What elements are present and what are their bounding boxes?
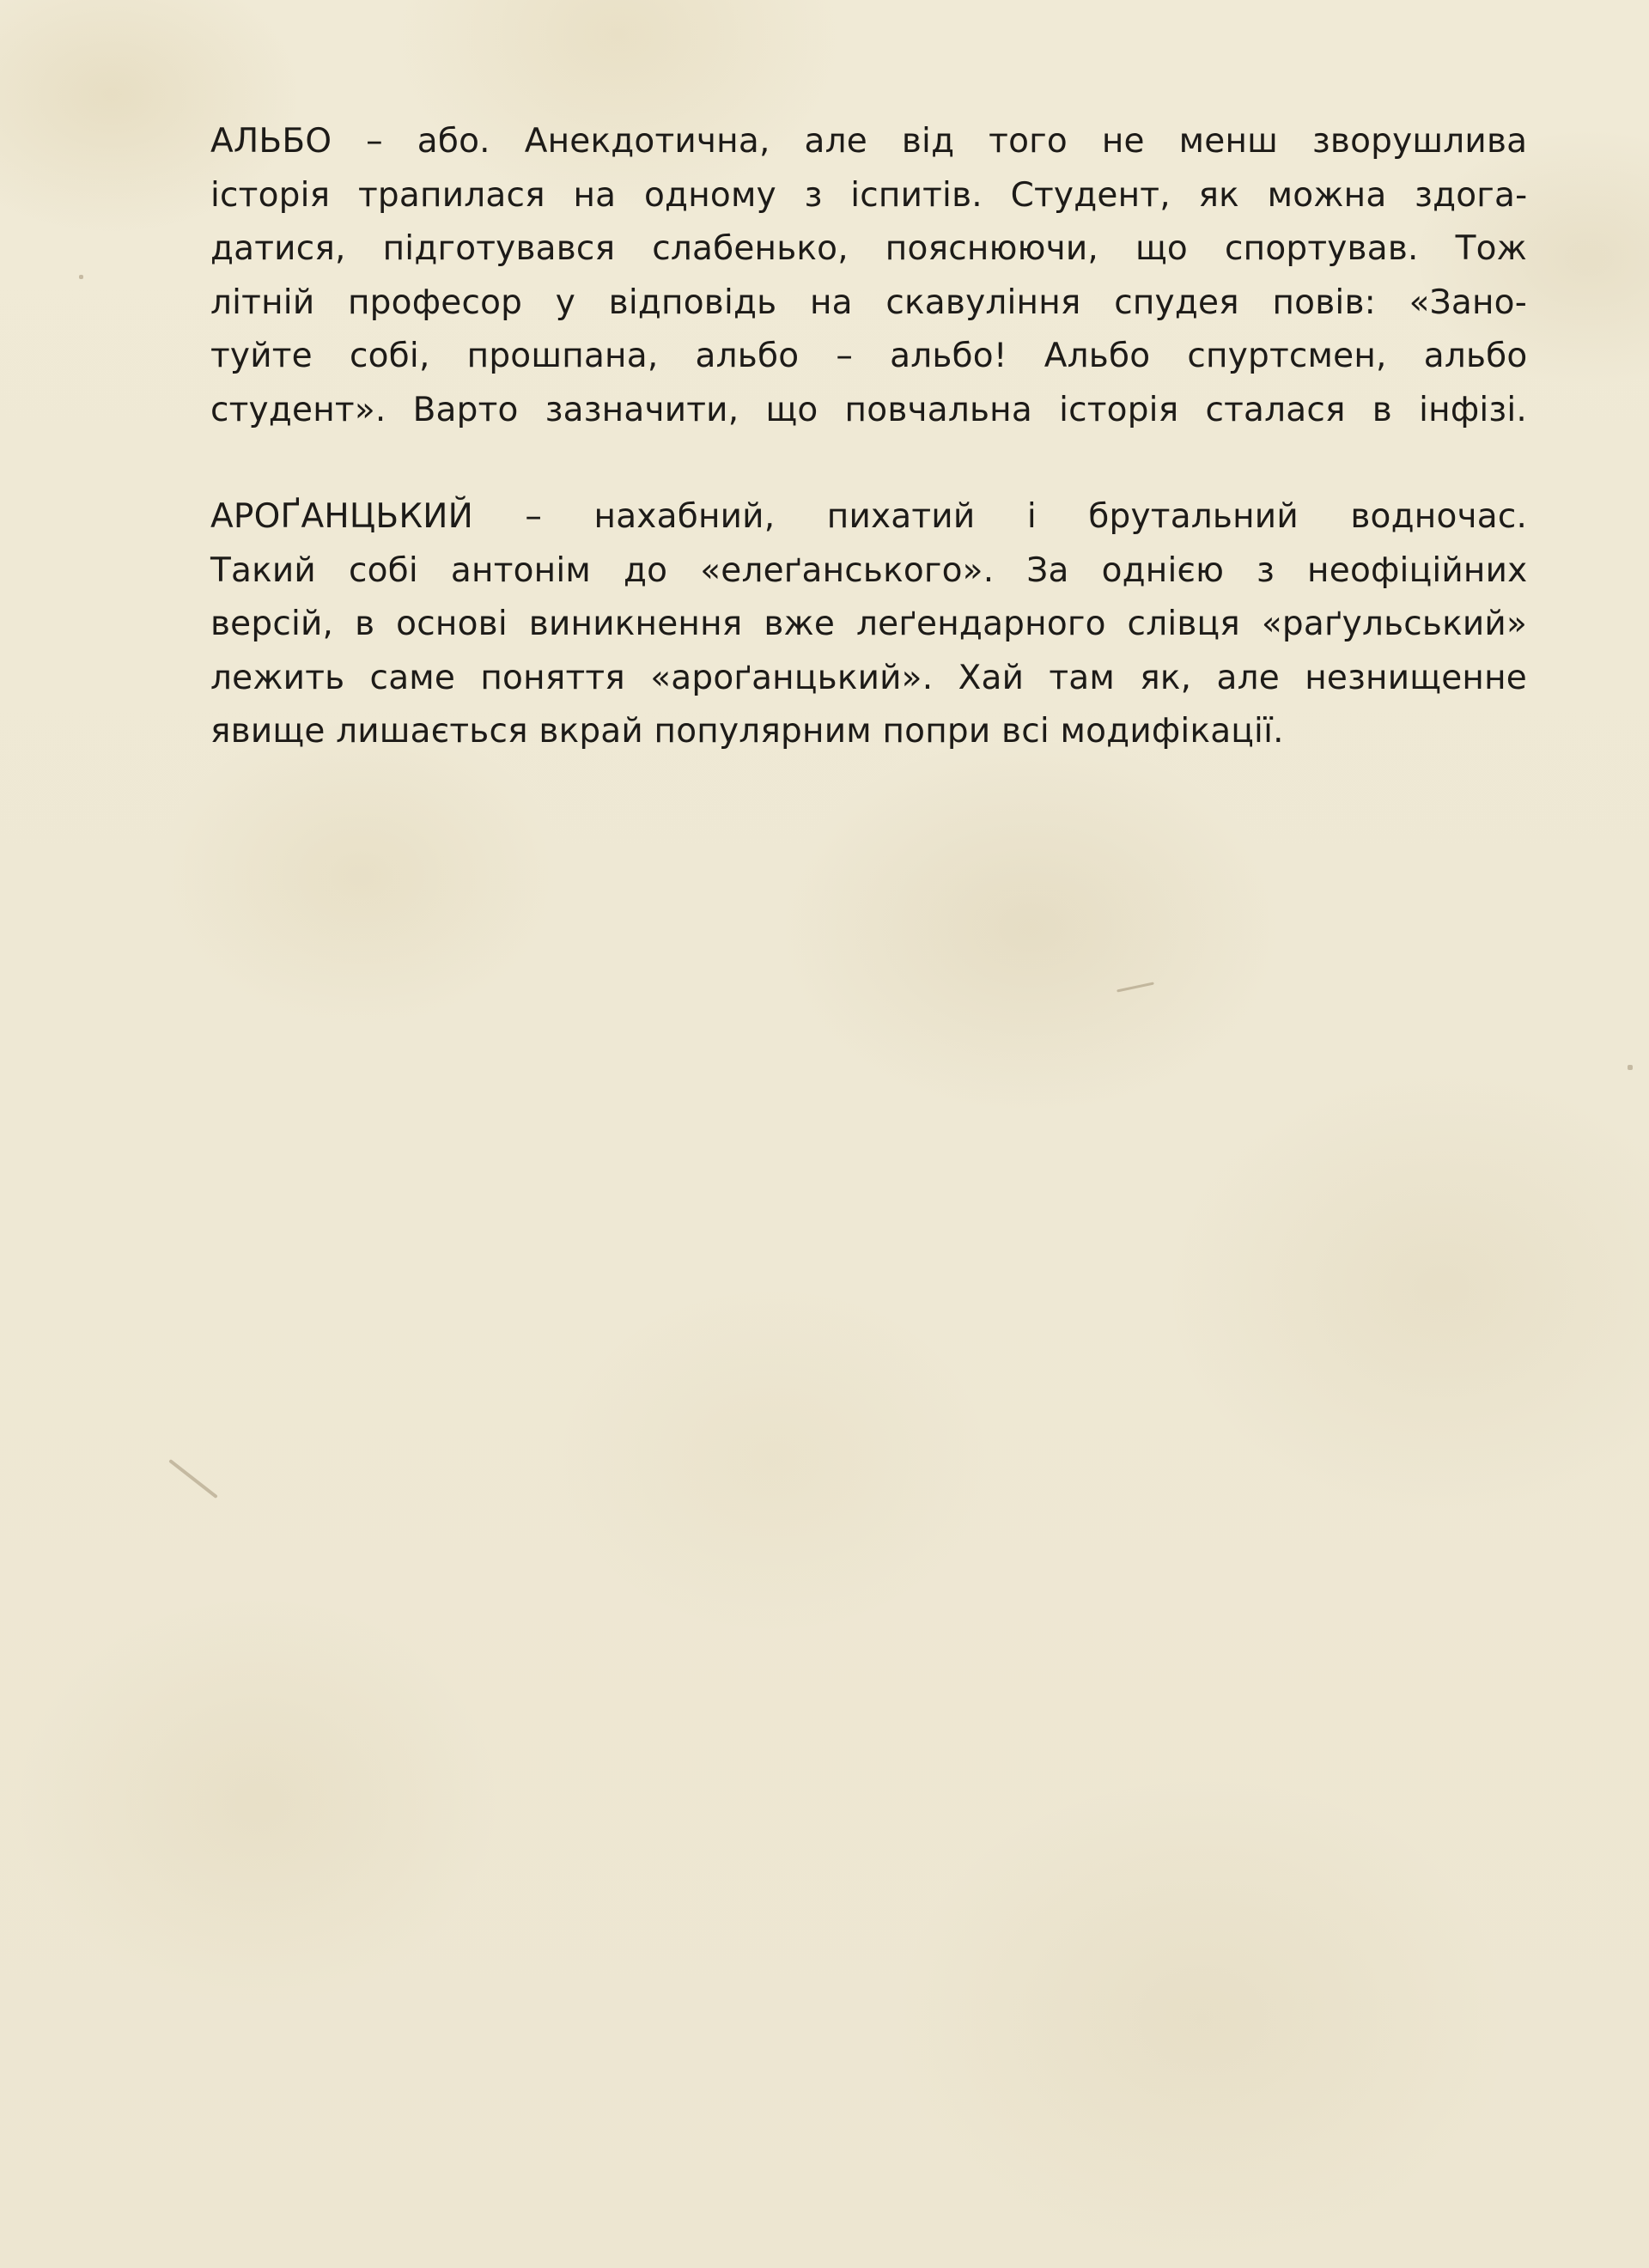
dictionary-entry-arogantskyi bbox=[210, 490, 1527, 759]
entry-text-line: лежить саме поняття «ароґанцький». Хай там як, але незнищенне bbox=[210, 658, 1527, 697]
entry-text-line: студент». Варто зазначити, що повчальна історія сталася в інфізі. bbox=[210, 390, 1527, 429]
entry-text-line: АЛЬБО – або. Анекдотична, але від того не менш зворушлива bbox=[210, 122, 1528, 161]
paper-speck bbox=[168, 1459, 218, 1499]
entry-text-line: Такий собі антонім до «елеґанського». За однією з неофіційних bbox=[210, 550, 1528, 590]
entry-text-line: датися, підготувався слабенько, пояснюючи, що спортував. Тож bbox=[210, 229, 1527, 268]
entry-text-line: туйте собі, прошпана, альбо – альбо! Альбо спуртсмен, альбо bbox=[210, 337, 1528, 375]
entry-text-line: літній професор у відповідь на скавуління спудея повів: «Зано- bbox=[210, 283, 1527, 322]
dictionary-entry-albo bbox=[210, 115, 1527, 437]
entry-text-line: історія трапилася на одному з іспитів. Студент, як можна здога- bbox=[210, 175, 1528, 215]
entry-text-line: явище лишається вкрай популярним попри всі модифікації. bbox=[210, 712, 1284, 751]
entry-text-line: АРОҐАНЦЬКИЙ – нахабний, пихатий і брутальний водночас. bbox=[210, 497, 1528, 536]
paper-speck bbox=[79, 275, 83, 279]
paper-speck bbox=[1117, 982, 1154, 992]
paper-speck bbox=[1628, 1065, 1633, 1070]
entry-text-line: версій, в основі виникнення вже леґендарного слівця «раґульський» bbox=[210, 605, 1527, 643]
